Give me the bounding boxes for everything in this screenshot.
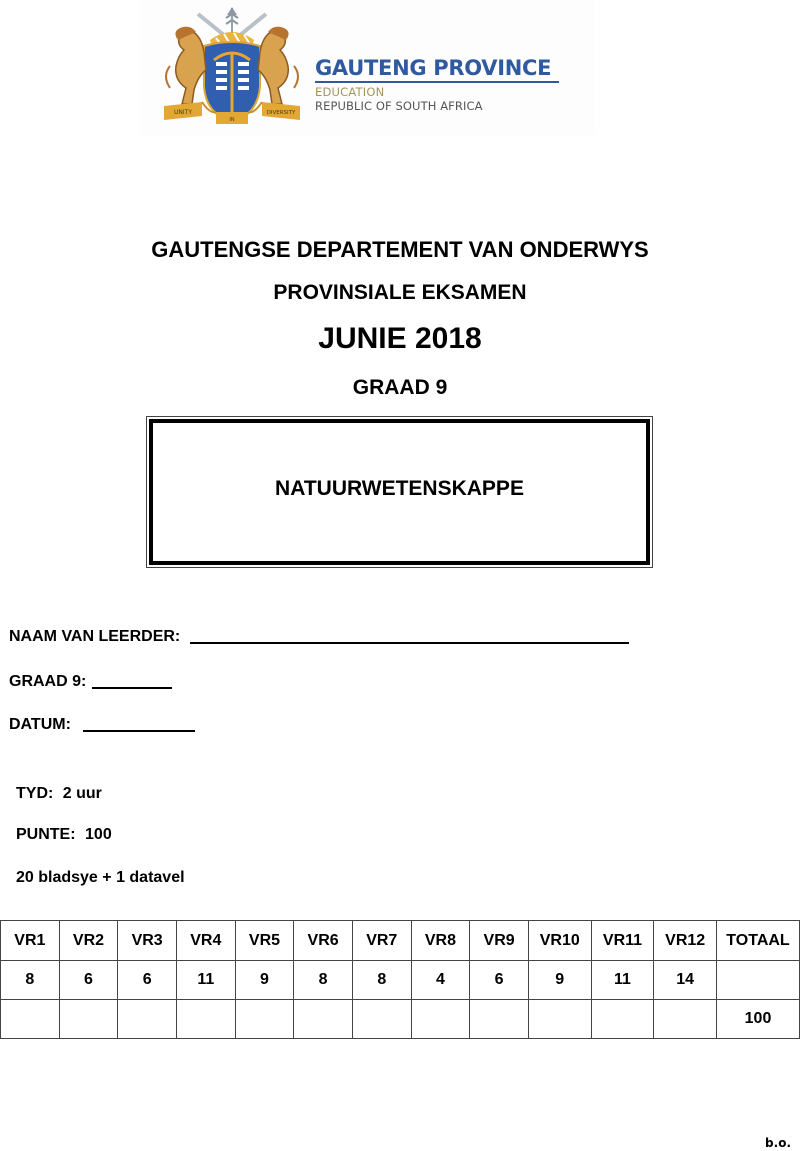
subject-box (146, 416, 653, 568)
logo-department: EDUCATION (315, 85, 385, 99)
max-mark-cell: 9 (235, 961, 294, 1000)
max-mark-cell: 8 (1, 961, 60, 1000)
logo-province-name: GAUTENG PROVINCE (315, 56, 552, 80)
learner-mark-cell[interactable] (591, 1000, 654, 1039)
table-header-cell: VR2 (59, 921, 118, 961)
duration-value: 2 uur (62, 785, 102, 802)
table-header-cell: VR10 (528, 921, 591, 961)
learner-mark-cell[interactable] (411, 1000, 470, 1039)
date-field (9, 716, 195, 734)
date-label: DATUM: (9, 716, 71, 733)
logo-divider (315, 81, 559, 83)
learner-marks-row (1, 1000, 800, 1039)
department-heading: GAUTENGSE DEPARTEMENT VAN ONDERWYS (151, 237, 649, 262)
table-header-cell: VR8 (411, 921, 470, 961)
max-mark-cell: 11 (591, 961, 654, 1000)
subject-title: NATUURWETENSKAPPE (275, 477, 524, 500)
learner-mark-cell[interactable] (1, 1000, 60, 1039)
max-mark-cell: 6 (118, 961, 177, 1000)
max-mark-cell: 8 (294, 961, 353, 1000)
exam-session: JUNIE 2018 (318, 322, 482, 355)
table-header-cell: VR6 (294, 921, 353, 961)
svg-text:DIVERSITY: DIVERSITY (266, 110, 296, 116)
max-mark-cell: 4 (411, 961, 470, 1000)
table-header-cell: VR7 (352, 921, 411, 961)
table-header-cell: VR3 (118, 921, 177, 961)
learner-mark-cell[interactable] (294, 1000, 353, 1039)
learner-class-field (9, 673, 172, 691)
learner-name-input[interactable] (190, 628, 629, 644)
learner-name-label: NAAM VAN LEERDER: (9, 628, 181, 645)
total-mark-cell: 100 (717, 1000, 800, 1039)
learner-mark-cell[interactable] (235, 1000, 294, 1039)
table-header-cell: VR12 (654, 921, 717, 961)
table-header-cell: VR4 (176, 921, 235, 961)
max-marks-row (1, 961, 800, 1000)
marks-label: PUNTE: (16, 826, 76, 843)
logo-country: REPUBLIC OF SOUTH AFRICA (315, 99, 483, 113)
table-header-row (1, 921, 800, 961)
learner-mark-cell[interactable] (352, 1000, 411, 1039)
max-mark-cell: 8 (352, 961, 411, 1000)
table-header-cell: TOTAAL (717, 921, 800, 961)
marks-table (0, 920, 800, 1039)
max-mark-cell (717, 961, 800, 1000)
grade-heading: GRAAD 9 (352, 376, 448, 399)
max-mark-cell: 11 (176, 961, 235, 1000)
learner-mark-cell[interactable] (528, 1000, 591, 1039)
svg-text:UNITY: UNITY (174, 109, 192, 116)
max-mark-cell: 14 (654, 961, 717, 1000)
exam-total-marks (16, 826, 112, 844)
coat-of-arms-icon (158, 6, 306, 128)
learner-mark-cell[interactable] (654, 1000, 717, 1039)
exam-duration (16, 785, 102, 803)
max-mark-cell: 9 (528, 961, 591, 1000)
continue-note: b.o. (765, 1136, 791, 1150)
table-header-cell: VR5 (235, 921, 294, 961)
gauteng-education-logo (140, 0, 595, 135)
learner-mark-cell[interactable] (176, 1000, 235, 1039)
duration-label: TYD: (16, 785, 54, 802)
exam-heading: PROVINSIALE EKSAMEN (273, 281, 527, 304)
table-header-cell: VR1 (1, 921, 60, 961)
marks-value: 100 (85, 826, 112, 843)
max-mark-cell: 6 (59, 961, 118, 1000)
svg-text:IN: IN (229, 117, 235, 123)
learner-class-label: GRAAD 9: (9, 673, 87, 690)
subject-box-inner (149, 419, 650, 565)
date-input[interactable] (83, 716, 195, 732)
table-header-cell: VR11 (591, 921, 654, 961)
logo-wordmark (315, 56, 559, 114)
learner-mark-cell[interactable] (470, 1000, 529, 1039)
learner-mark-cell[interactable] (118, 1000, 177, 1039)
page-count: 20 bladsye + 1 datavel (16, 869, 185, 886)
table-header-cell: VR9 (470, 921, 529, 961)
learner-name-field (9, 628, 629, 646)
max-mark-cell: 6 (470, 961, 529, 1000)
learner-mark-cell[interactable] (59, 1000, 118, 1039)
learner-class-input[interactable] (92, 673, 172, 689)
